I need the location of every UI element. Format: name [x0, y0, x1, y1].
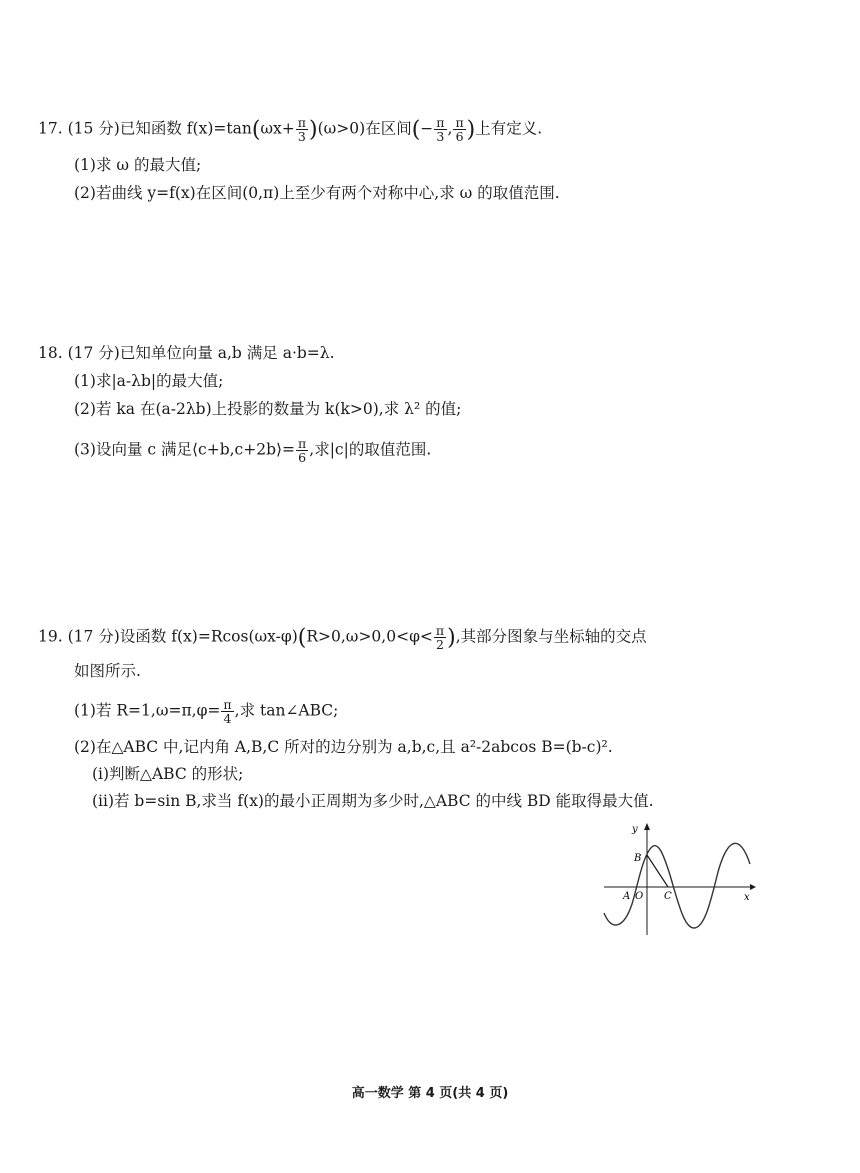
- q18-text: (17 分)已知单位向量 a,b 满足 a·b=λ.: [67, 344, 335, 362]
- q17-number: 17.: [38, 119, 63, 138]
- q18-frac-pi-6: [296, 437, 308, 464]
- q17-frac-pi-3: [296, 116, 308, 143]
- q19-frac-num: π: [435, 623, 445, 638]
- q17-part1: (1)求 ω 的最大值;: [74, 156, 202, 174]
- q17-text-c: 上有定义.: [475, 119, 543, 138]
- q18-part1: (1)求|a-λb|的最大值;: [74, 372, 224, 390]
- label-x: x: [744, 892, 750, 903]
- q19-part2: (2)在△ABC 中,记内角 A,B,C 所对的边分别为 a,b,c,且 a²-2abcos B=(b-c)².: [74, 738, 613, 756]
- q17-frac-num: π: [297, 115, 306, 130]
- q19-stem: [38, 624, 647, 651]
- q17-frac2-den: 3: [436, 129, 445, 144]
- q19-part1: [74, 698, 338, 725]
- q19-frac2-num: π: [223, 697, 232, 712]
- q17-frac3-den: 6: [455, 129, 464, 144]
- q17-frac-pi-6: [453, 116, 465, 143]
- cosine-curve: [604, 843, 750, 928]
- q18-part2: (2)若 ka 在(a-2λb)上投影的数量为 k(k>0),求 λ² 的值;: [74, 400, 462, 418]
- label-b: B: [634, 853, 642, 864]
- y-axis-arrow-icon: [644, 823, 650, 830]
- label-a: A: [623, 891, 631, 902]
- q17-func: f(x)=tan: [186, 119, 252, 138]
- page-footer: 高一数学 第 4 页(共 4 页): [351, 1086, 509, 1101]
- q19-frac2-den: 4: [223, 711, 232, 726]
- label-o: O: [635, 891, 644, 902]
- q17-paren-open: (: [251, 117, 261, 143]
- q18-stem: [38, 343, 335, 363]
- q17-frac-neg-pi-3: [434, 116, 446, 143]
- q19-text-b: R>0,ω>0,0<φ<: [306, 627, 433, 646]
- q17-stem: 17. (15 分)已知函数 f(x)=tan(ωx+ $\frac{\pi}{3}$ )(ω>0)在区间(− $\frac{\pi}{3}$ , $\frac{\pi}{6}$ )上有定义.: [38, 115, 543, 144]
- q18-number: 18.: [38, 344, 63, 362]
- q17-part2: (2)若曲线 y=f(x)在区间(0,π)上至少有两个对称中心,求 ω 的取值范围.: [74, 184, 560, 202]
- q18-frac-den: 6: [298, 450, 307, 465]
- label-y: y: [632, 824, 638, 835]
- q19-part1-a: (1)若 R=1,ω=π,φ=: [74, 701, 221, 720]
- label-c: C: [664, 891, 672, 902]
- q19-paren-open: (: [297, 625, 307, 651]
- q18-frac-num: π: [298, 436, 307, 451]
- q17-interval-close: ): [466, 117, 476, 143]
- q17-interval-open: (: [411, 117, 421, 143]
- q19-text-a: (17 分)设函数 f(x)=Rcos(ωx-φ): [67, 627, 298, 646]
- q19-stem-continued: 如图所示.: [74, 662, 141, 680]
- q19-paren-close: ): [447, 625, 456, 651]
- q19-number: 19.: [38, 627, 63, 646]
- q17-text-a: 已知函数: [119, 119, 182, 138]
- q19-text-c: ,其部分图象与坐标轴的交点: [455, 627, 647, 646]
- q17-inner: ωx+: [260, 119, 295, 138]
- q17-frac2-num: π: [436, 115, 445, 130]
- q19-frac-pi-2: [434, 624, 446, 651]
- q17-frac-den: 3: [297, 129, 306, 144]
- q17-paren-close: ): [309, 117, 318, 143]
- q17-frac3-num: π: [455, 115, 464, 130]
- q19-frac-den: 2: [436, 637, 444, 652]
- q19-part2-ii: (ⅱ)若 b=sin B,求当 f(x)的最小正周期为多少时,△ABC 的中线 BD 能取得最大值.: [92, 792, 654, 810]
- q19-part1-b: ,求 tan∠ABC;: [234, 701, 339, 720]
- q17-condition: (ω>0): [317, 119, 366, 138]
- q19-part2-i: (ⅰ)判断△ABC 的形状;: [92, 765, 244, 783]
- q17-text-b: 在区间: [365, 119, 412, 138]
- function-graph: [598, 820, 758, 940]
- q19-frac-pi-4: [221, 698, 233, 725]
- x-axis-arrow-icon: [750, 884, 756, 890]
- q18-part3: [74, 437, 431, 464]
- q17-score: (15 分): [67, 119, 120, 138]
- q18-part3-b: ,求|c|的取值范围.: [309, 440, 432, 459]
- q18-part3-a: (3)设向量 c 满足⟨c+b,c+2b⟩=: [74, 440, 296, 459]
